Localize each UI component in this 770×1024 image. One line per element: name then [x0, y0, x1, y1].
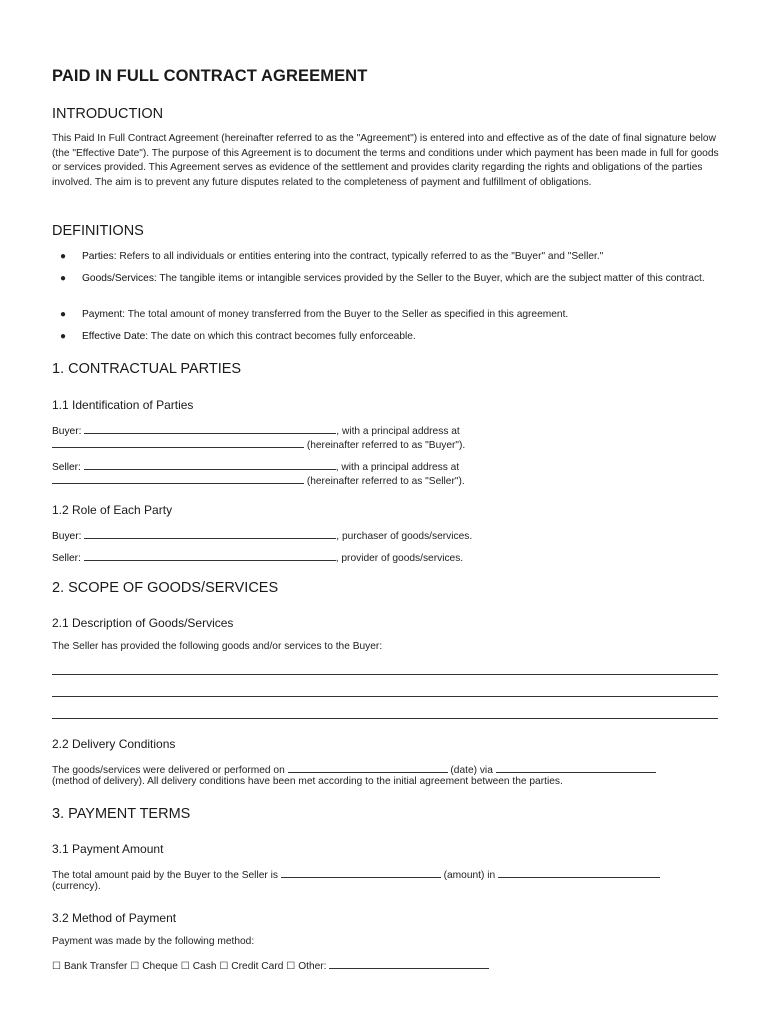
seller-role-text: , provider of goods/services. [335, 553, 464, 564]
other-method-field[interactable] [329, 958, 489, 969]
buyer-role-text: , purchaser of goods/services. [336, 531, 473, 542]
definition-term: Parties: [82, 251, 117, 262]
seller-reference-text: (hereinafter referred to as "Seller"). [304, 476, 465, 487]
definition-text: The date on which this contract becomes fully enforceable. [148, 331, 416, 342]
address-lead-text: , with a principal address at [336, 426, 460, 437]
subsection-2-2-heading: 2.2 Delivery Conditions [52, 737, 176, 751]
payment-currency-field[interactable] [498, 867, 660, 878]
subsection-2-1-heading: 2.1 Description of Goods/Services [52, 616, 234, 630]
goods-description-line-2[interactable] [52, 696, 718, 697]
bullet-icon: ● [60, 331, 67, 342]
document-title: PAID IN FULL CONTRACT AGREEMENT [52, 67, 368, 85]
definition-text: The tangible items or intangible services provided by the Seller to the Buyer, which are the subject matter of this contract. [156, 273, 705, 284]
introduction-text: This Paid In Full Contract Agreement (hereinafter referred to as the "Agreement") is entered into and effective as of the date of final signature below (the "Effective Date"). The purpose of this Agreement is to document the terms and conditions under which payment has been made in full for goods or services provided. This Agreement serves as evidence of the settlement and provides clarity regarding the rights and obligations of the parties involved. The aim is to prevent any future disputes related to the completeness of payment and fulfillment of obligations. [52, 133, 719, 188]
delivery-method-field[interactable] [496, 762, 656, 773]
seller-identification-line [52, 459, 459, 473]
definition-text: Refers to all individuals or entities entering into the contract, typically referred to as the "Buyer" and "Seller." [116, 251, 604, 262]
subsection-1-2-heading: 1.2 Role of Each Party [52, 503, 173, 517]
payment-amount-line-1 [52, 867, 660, 881]
definition-term: Goods/Services: [82, 273, 157, 284]
option-credit-card-checkbox[interactable]: ☐ Credit Card [219, 961, 284, 972]
buyer-name-field[interactable] [84, 423, 336, 434]
option-cash-checkbox[interactable]: ☐ Cash [180, 961, 217, 972]
bullet-icon: ● [60, 273, 67, 284]
buyer-identification-line [52, 423, 460, 437]
payment-currency-lead: (amount) in [440, 870, 498, 881]
buyer-reference-text: (hereinafter referred to as "Buyer"). [304, 440, 466, 451]
seller-address-field[interactable] [52, 473, 304, 484]
buyer-label: Buyer: [52, 531, 82, 542]
bullet-icon: ● [60, 251, 67, 262]
definition-term: Effective Date: [82, 331, 149, 342]
seller-label: Seller: [52, 553, 81, 564]
option-cheque-checkbox[interactable]: ☐ Cheque [130, 961, 178, 972]
seller-address-line [52, 473, 465, 487]
seller-name-field[interactable] [84, 459, 336, 470]
section-3-heading: 3. PAYMENT TERMS [52, 806, 191, 822]
address-lead-text: , with a principal address at [335, 462, 460, 473]
definitions-heading: DEFINITIONS [52, 223, 144, 239]
option-bank-transfer-checkbox[interactable]: ☐ Bank Transfer [52, 961, 128, 972]
delivery-date-lead: The goods/services were delivered or performed on [52, 765, 288, 776]
payment-amount-lead: The total amount paid by the Buyer to the Seller is [52, 870, 281, 881]
goods-description-line-3[interactable] [52, 718, 718, 719]
goods-description-intro: The Seller has provided the following goods and/or services to the Buyer: [52, 641, 383, 652]
seller-role-line [52, 550, 463, 564]
buyer-role-line [52, 528, 472, 542]
section-2-heading: 2. SCOPE OF GOODS/SERVICES [52, 580, 279, 596]
delivery-method-lead: (date) via [447, 765, 496, 776]
payment-amount-field[interactable] [281, 867, 441, 878]
definition-text: The total amount of money transferred from the Buyer to the Seller as specified in this agreement. [125, 309, 569, 320]
seller-role-field[interactable] [84, 550, 336, 561]
payment-method-options [52, 958, 489, 972]
buyer-address-line [52, 437, 465, 451]
goods-description-line-1[interactable] [52, 674, 718, 675]
buyer-label: Buyer: [52, 426, 82, 437]
seller-label: Seller: [52, 462, 81, 473]
subsection-3-1-heading: 3.1 Payment Amount [52, 842, 164, 856]
delivery-line-2: (method of delivery). All delivery conditions have been met according to the initial agreement between the parties. [52, 776, 563, 787]
bullet-icon: ● [60, 309, 67, 320]
payment-method-intro: Payment was made by the following method: [52, 936, 255, 947]
option-other-checkbox[interactable]: ☐ Other: [286, 961, 327, 972]
buyer-role-field[interactable] [84, 528, 336, 539]
delivery-line-1 [52, 762, 656, 776]
subsection-3-2-heading: 3.2 Method of Payment [52, 911, 177, 925]
payment-amount-line-2: (currency). [52, 881, 101, 892]
introduction-heading: INTRODUCTION [52, 106, 164, 122]
section-1-heading: 1. CONTRACTUAL PARTIES [52, 361, 242, 377]
definition-term: Payment: [82, 309, 126, 320]
buyer-address-field[interactable] [52, 437, 304, 448]
delivery-date-field[interactable] [288, 762, 448, 773]
subsection-1-1-heading: 1.1 Identification of Parties [52, 398, 194, 412]
